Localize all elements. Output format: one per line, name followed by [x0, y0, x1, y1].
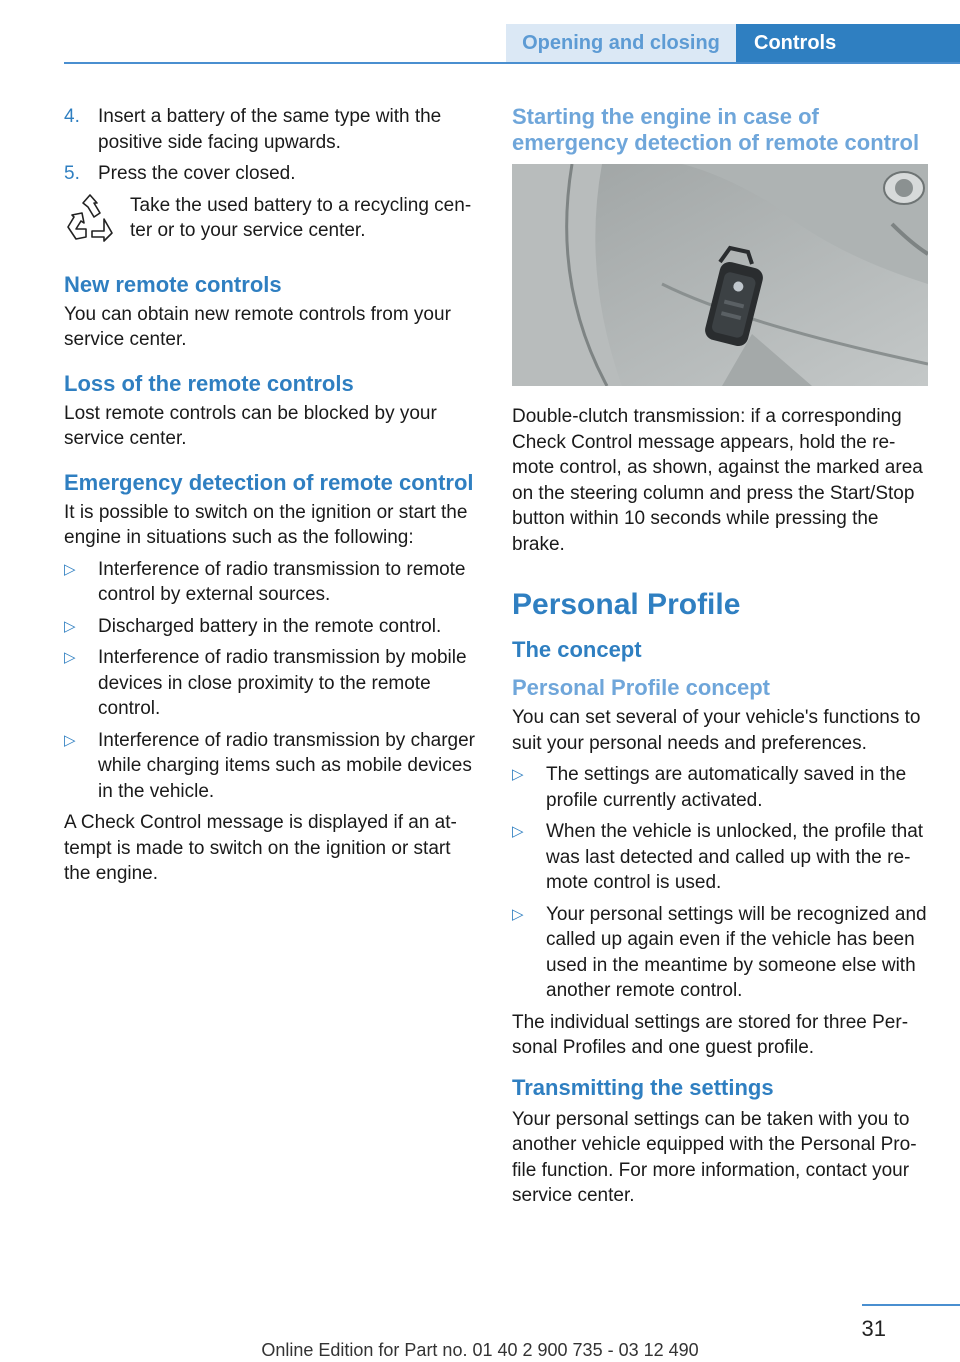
- triangle-bullet-icon: ▷: [64, 731, 76, 749]
- paragraph: Lost remote controls can be blocked by your service center.: [64, 402, 437, 449]
- step-number: 5.: [64, 163, 80, 184]
- header-section-tab: Opening and closing: [506, 24, 736, 62]
- list-item: [64, 614, 482, 640]
- recycling-note: [64, 193, 482, 254]
- heading-transmitting: Transmitting the settings: [512, 1074, 774, 1100]
- recycle-icon: [64, 193, 130, 254]
- triangle-bullet-icon: ▷: [64, 649, 76, 666]
- triangle-bullet-icon: ▷: [512, 766, 524, 783]
- paragraph: Your personal settings can be taken with you to another vehicle equipped with the Personal Profile function. For more information, contact your service center.: [512, 1108, 917, 1206]
- left-column: [64, 104, 482, 893]
- page-number: 31: [861, 1316, 886, 1341]
- heading-new-remote: New remote controls: [64, 271, 282, 297]
- edition-footer: Online Edition for Part no. 01 40 2 900 735 - 03 12 490: [261, 1340, 699, 1360]
- list-item: [64, 728, 482, 805]
- header-rule: [64, 62, 960, 64]
- heading-start-engine: Starting the engine in case of emergency detection of remote control: [512, 104, 920, 155]
- list-item-text: Interference of radio transmission by mobile devices in close proximity to the remote control.: [98, 647, 467, 719]
- step-text: Insert a battery of the same type with the positive side facing upwards.: [98, 106, 442, 153]
- list-item: [512, 902, 928, 1004]
- list-item: [512, 819, 928, 896]
- paragraph: A Check Control message is displayed if an attempt is made to switch on the ignition or start the engine.: [64, 812, 457, 884]
- right-column: [512, 104, 928, 1215]
- list-item: [64, 645, 482, 722]
- header-chapter-tab: Controls: [736, 24, 960, 62]
- list-item-text: The settings are automatically saved in the profile currently activated.: [546, 764, 907, 811]
- paragraph: You can obtain new remote controls from your service center.: [64, 303, 451, 350]
- footer-rule: [862, 1304, 960, 1306]
- paragraph: The individual settings are stored for three Personal Profiles and one guest profile.: [512, 1011, 909, 1058]
- paragraph: It is possible to switch on the ignition or start the engine in situations such as the following:: [64, 501, 468, 548]
- heading-emergency: Emergency detection of remote control: [64, 469, 474, 495]
- triangle-bullet-icon: ▷: [64, 560, 76, 578]
- steering-column-remote-illustration: [512, 164, 928, 386]
- step-item: [64, 161, 482, 187]
- note-text: Take the used battery to a recycling center or to your service center.: [130, 194, 472, 241]
- step-text: Press the cover closed.: [98, 163, 296, 184]
- triangle-bullet-icon: ▷: [512, 823, 524, 840]
- heading-concept: The concept: [512, 637, 642, 662]
- heading-personal-profile: Personal Profile: [512, 588, 741, 621]
- triangle-bullet-icon: ▷: [64, 617, 76, 635]
- list-item: [512, 762, 928, 813]
- triangle-bullet-icon: ▷: [512, 905, 524, 923]
- list-item-text: When the vehicle is unlocked, the profile that was last detected and called up with the remote control is used.: [546, 821, 924, 893]
- heading-loss: Loss of the remote controls: [64, 370, 354, 396]
- list-item-text: Interference of radio transmission to remote control by external sources.: [98, 558, 466, 605]
- heading-pp-concept: Personal Profile concept: [512, 675, 770, 700]
- paragraph: Double-clutch transmission: if a corresponding Check Control message appears, hold the remote control, as shown, against the marked area on the steering column and press the Start/Stop button within 10 seconds while pressing the brake.: [512, 406, 923, 555]
- paragraph: You can set several of your vehicle's functions to suit your personal needs and preferences.: [512, 707, 921, 754]
- list-item: [64, 557, 482, 608]
- step-number: 4.: [64, 106, 80, 127]
- list-item-text: Interference of radio transmission by charger while charging items such as mobile devices in the vehicle.: [98, 729, 476, 802]
- step-item: [64, 104, 482, 155]
- list-item-text: Your personal settings will be recognized and called up again even if the vehicle has been used in the meantime by someone else with another remote control.: [546, 903, 927, 1001]
- list-item-text: Discharged battery in the remote control.: [98, 615, 442, 637]
